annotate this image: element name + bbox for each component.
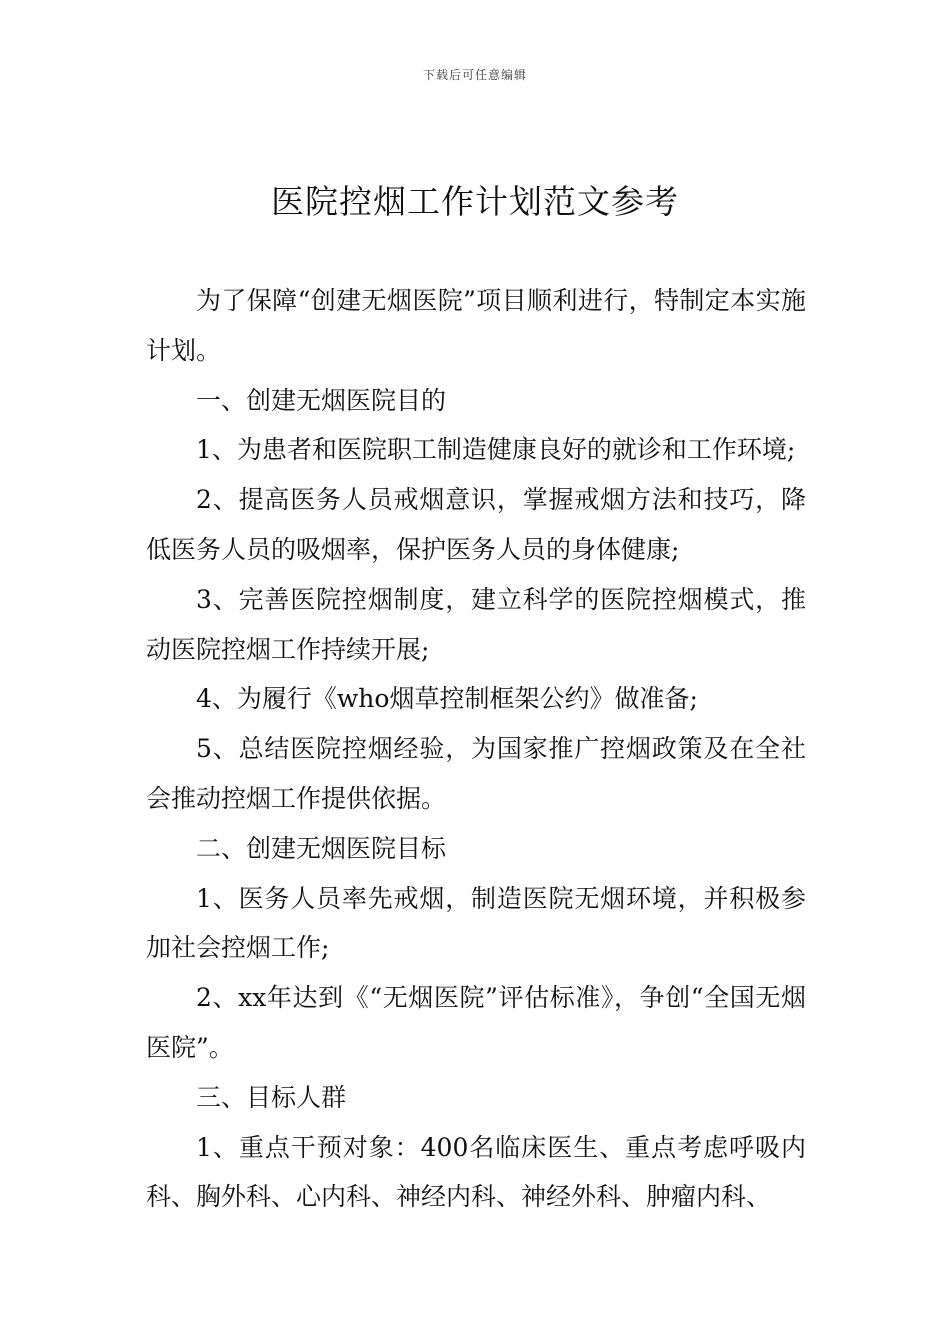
paragraph: 3、完善医院控烟制度，建立科学的医院控烟模式，推动医院控烟工作持续开展; bbox=[146, 584, 806, 664]
paragraph: 4、为履行《who烟草控制框架公约》做准备; bbox=[196, 684, 698, 714]
paragraph: 1、医务人员率先戒烟，制造医院无烟环境，并积极参加社会控烟工作; bbox=[146, 883, 806, 963]
section-heading: 一、创建无烟医院目的 bbox=[196, 385, 447, 415]
paragraph: 2、xx年达到《“无烟医院”评估标准》，争创“全国无烟医院”。 bbox=[146, 983, 806, 1062]
section-heading: 三、目标人群 bbox=[196, 1082, 347, 1112]
paragraph: 为了保障“创建无烟医院”项目顺利进行，特制定本实施计划。 bbox=[146, 286, 806, 365]
paragraph: 5、总结医院控烟经验，为国家推广控烟政策及在全社会推动控烟工作提供依据。 bbox=[146, 734, 806, 813]
paragraph: 1、为患者和医院职工制造健康良好的就诊和工作环境; bbox=[196, 435, 796, 465]
header-note: 下载后可任意编辑 bbox=[422, 68, 527, 82]
document-body bbox=[146, 276, 806, 1222]
document-title: 医院控烟工作计划范文参考 bbox=[271, 182, 679, 221]
paragraph: 1、重点干预对象：400名临床医生、重点考虑呼吸内科、胸外科、心内科、神经内科、神经外科、肿瘤内科、 bbox=[146, 1132, 806, 1212]
paragraph: 2、提高医务人员戒烟意识，掌握戒烟方法和技巧，降低医务人员的吸烟率，保护医务人员的身体健康; bbox=[146, 485, 806, 564]
section-heading: 二、创建无烟医院目标 bbox=[196, 833, 447, 863]
